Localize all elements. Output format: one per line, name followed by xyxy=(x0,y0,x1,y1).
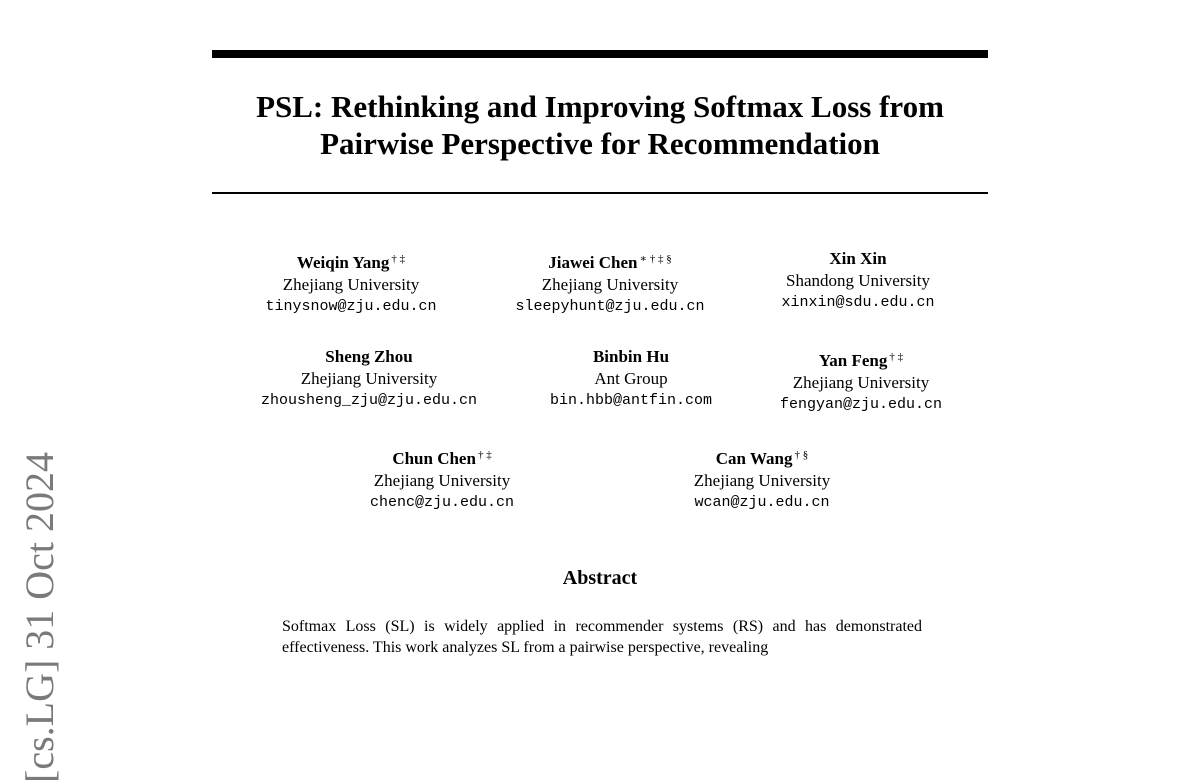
author-email[interactable]: zhousheng_zju@zju.edu.cn xyxy=(260,392,478,409)
title-line-1: PSL: Rethinking and Improving Softmax Loss from xyxy=(256,89,944,124)
author-affiliation: Zhejiang University xyxy=(693,471,831,490)
author-marks: ∗ † ‡ § xyxy=(639,253,672,265)
author-block-xin-xin xyxy=(698,248,1018,314)
paper-title xyxy=(212,88,988,162)
author-affiliation: Zhejiang University xyxy=(373,471,511,490)
author-affiliation: Zhejiang University xyxy=(792,373,930,392)
author-email[interactable]: sleepyhunt@zju.edu.cn xyxy=(515,298,705,315)
title-line-2: Pairwise Perspective for Recommendation xyxy=(320,126,880,161)
author-email[interactable]: bin.hbb@antfin.com xyxy=(549,392,713,409)
author-email[interactable]: chenc@zju.edu.cn xyxy=(369,494,515,511)
arxiv-sidebar-stamp: [cs.LG] 31 Oct 2024 xyxy=(17,451,62,783)
author-email[interactable]: wcan@zju.edu.cn xyxy=(694,494,830,511)
author-marks: † § xyxy=(794,449,809,461)
author-marks: † ‡ xyxy=(477,449,492,461)
abstract-body: Softmax Loss (SL) is widely applied in recommender systems (RS) and has demonstrated effectiveness. This work analyzes SL from a pairwise perspective, revealing xyxy=(282,618,922,656)
author-name: Yan Feng xyxy=(818,351,888,370)
top-rule xyxy=(212,50,988,58)
author-email[interactable]: tinysnow@zju.edu.cn xyxy=(265,298,437,315)
author-name: Xin Xin xyxy=(829,249,887,268)
author-name: Chun Chen xyxy=(392,449,476,468)
author-block-yan-feng xyxy=(701,346,1021,416)
author-name: Jiawei Chen xyxy=(548,253,638,272)
author-name: Weiqin Yang xyxy=(296,253,390,272)
abstract-heading: Abstract xyxy=(562,567,638,589)
author-name: Binbin Hu xyxy=(592,347,670,366)
title-rule xyxy=(212,192,988,194)
author-block-chun-chen xyxy=(282,444,602,514)
author-name: Sheng Zhou xyxy=(325,347,413,366)
author-name: Can Wang xyxy=(715,449,793,468)
author-marks: † ‡ xyxy=(889,351,904,363)
author-affiliation: Zhejiang University xyxy=(300,369,438,388)
author-marks: † ‡ xyxy=(391,253,406,265)
author-affiliation: Zhejiang University xyxy=(541,275,679,294)
author-email[interactable]: xinxin@sdu.edu.cn xyxy=(781,294,935,311)
author-affiliation: Zhejiang University xyxy=(282,275,420,294)
author-email[interactable]: fengyan@zju.edu.cn xyxy=(779,396,943,413)
author-affiliation: Ant Group xyxy=(594,369,668,388)
author-block-can-wang xyxy=(602,444,922,514)
author-affiliation: Shandong University xyxy=(785,271,931,290)
